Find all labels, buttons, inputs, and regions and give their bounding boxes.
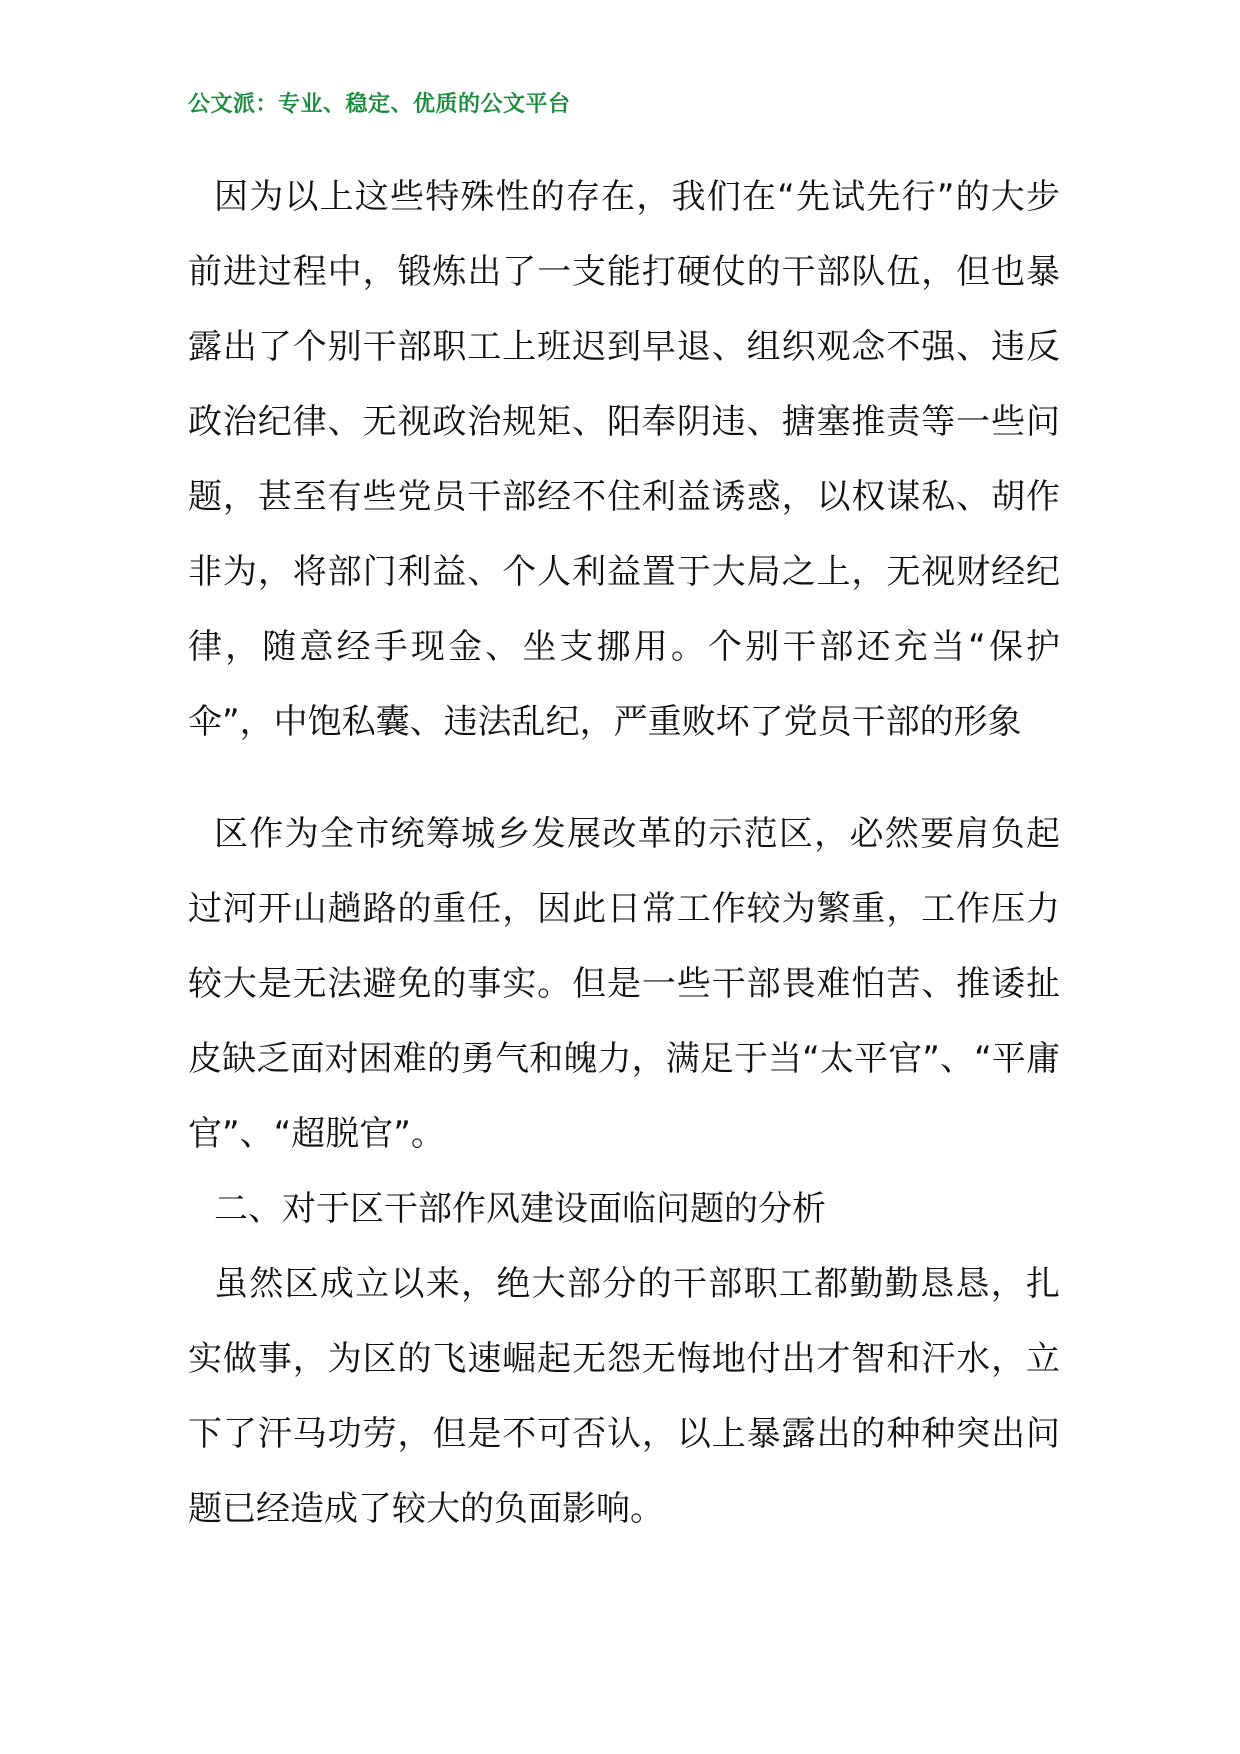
paragraph-3: 虽然区成立以来，绝大部分的干部职工都勤勤恳恳，扎实做事，为区的飞速崛起无怨无悔地付出才智和汗水，立下了汗马功劳，但是不可否认，以上暴露出的种种突出问题已经造成了较大的负面影响。	[188, 1264, 1060, 1529]
paragraph-1: 因为以上这些特殊性的存在，我们在“先试先行”的大步前进过程中，锻炼出了一支能打硬仗的干部队伍，但也暴露出了个别干部职工上班迟到早退、组织观念不强、违反政治纪律、无视政治规矩、阳奉阴违、搪塞推责等一些问题，甚至有些党员干部经不住利益诱惑，以权谋私、胡作非为，将部门利益、个人利益置于大局之上，无视财经纪律，随意经手现金、坐支挪用。个别干部还充当“保护伞”，中饱私囊、违法乱纪，严重败坏了党员干部的形象	[188, 177, 1060, 742]
header-banner: 公文派：专业、稳定、优质的公文平台	[188, 92, 571, 117]
document-body	[188, 160, 1060, 1547]
paragraph-2: 区作为全市统筹城乡发展改革的示范区，必然要肩负起过河开山趟路的重任，因此日常工作较为繁重，工作压力较大是无法避免的事实。但是一些干部畏难怕苦、推诿扯皮缺乏面对困难的勇气和魄力，满足于当“太平官”、“平庸官”、“超脱官”。	[188, 814, 1060, 1154]
section-heading: 二、对于区干部作风建设面临问题的分析	[214, 1189, 826, 1229]
